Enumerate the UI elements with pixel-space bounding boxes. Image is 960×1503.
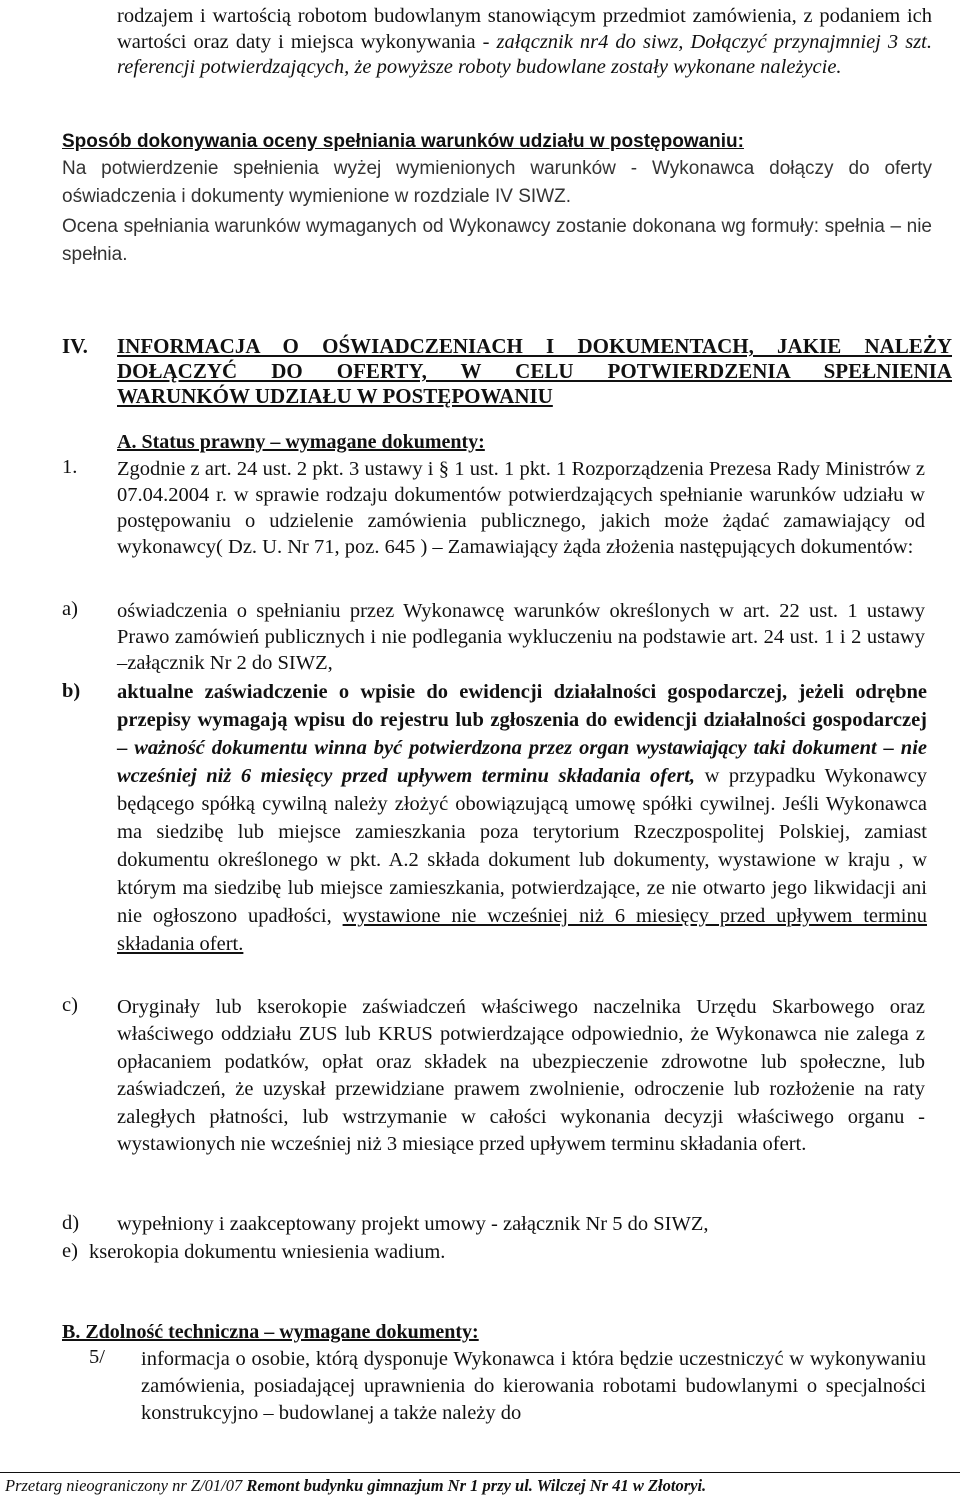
- section-number: IV.: [62, 334, 88, 358]
- item-b-bold: aktualne zaświadczenie o wpisie do ewidencji działalności gospodarczej, jeżeli odrębne przepisy wymagają wpisu do rejestru lub zgłoszenia do ewidencji działalności gospodarczej –: [117, 681, 927, 759]
- item-5-text: informacja o osobie, którą dysponuje Wykonawca i która będzie uczestniczyć w wykonywaniu zamówienia, posiadającej uprawnienia do kierowania robotami budowlanymi o specjalności konstrukcyjno – budowlanej a także należy do: [141, 1348, 926, 1424]
- item-c-text: Oryginały lub kserokopie zaświadczeń właściwego naczelnika Urzędu Skarbowego oraz właściwego oddziału ZUS lub KRUS potwierdzające odpowiednio, że Wykonawca nie zalega z opłacaniem podatków, opłat oraz składek na ubezpieczenie zdrowotne lub społeczne, lub zaświadczeń, że uzyskał przewidziane prawem zwolnienie, odroczenie lub rozłożenie na raty zaległych płatności, lub wstrzymanie w całości wykonania decyzji właściwego organu - wystawionych nie wcześniej niż 3 miesiące przed upływem terminu składania ofert.: [117, 996, 925, 1156]
- footer-divider: [0, 1472, 960, 1473]
- footer-italic: Przetarg nieograniczony nr Z/01/07: [5, 1476, 247, 1495]
- subsection-b-heading: B. Zdolność techniczna – wymagane dokumenty:: [62, 1321, 479, 1343]
- item-b-underline: wystawione nie wcześniej niż 6 miesięcy przed upływem terminu składania ofert.: [117, 905, 927, 955]
- subsection-a-heading: A. Status prawny – wymagane dokumenty:: [117, 431, 485, 453]
- item-b-marker: b): [62, 680, 81, 702]
- item-e-marker: e): [62, 1240, 78, 1262]
- intro-text: rodzajem i wartością robotom budowlanym stanowiącym przedmiot zamówienia, z podaniem ich wartości oraz daty i miejsca wykonywania -: [117, 5, 932, 53]
- item-d-text: wypełniony i zaakceptowany projekt umowy - załącznik Nr 5 do SIWZ,: [117, 1213, 709, 1235]
- item-b-normal: w przypadku Wykonawcy będącego spółką cywilną należy złożyć obowiązującą umowę spółki cywilnej. Jeśli Wykonawca ma siedzibę lub miejsce zamieszkania poza terytorium Rzeczpospolitej Polskiej, zamiast dokumentu określonego w pkt. A.2 składa dokument lub dokumenty, wystawione w kraju , w którym ma siedzibę lub miejsce zamieszkania, potwierdzające, ze nie otwarto jego likwidacji ani nie ogłoszono upadłości,: [117, 765, 927, 927]
- item-5-marker: 5/: [89, 1346, 105, 1368]
- section-title: [117, 334, 952, 409]
- item-a-marker: a): [62, 598, 78, 620]
- footer-bold-italic: Remont budynku gimnazjum Nr 1 przy ul. Wilczej Nr 41 w Złotoryi.: [246, 1476, 707, 1495]
- intro-italic-text: załącznik nr4 do siwz, Dołączyć przynajmniej 3 szt. referencji potwierdzających, że powyższe roboty budowlane zostały wykonane należycie.: [117, 30, 932, 79]
- item-c-marker: c): [62, 994, 78, 1016]
- section-title-line-3: WARUNKÓW UDZIAŁU W POSTĘPOWANIU: [117, 384, 553, 408]
- item-b-bold-italic: ważność dokumentu winna być potwierdzona przez organ wystawiający taki dokument – nie wcześniej niż 6 miesięcy przed upływem terminu składania ofert,: [117, 737, 928, 787]
- item-b-text: [117, 678, 927, 958]
- method-paragraph-2: Ocena spełniania warunków wymaganych od Wykonawcy zostanie dokonana wg formuły: spełnia – nie spełnia.: [62, 216, 932, 265]
- intro-paragraph: [117, 4, 932, 81]
- section-title-line-1: INFORMACJA O OŚWIADCZENIACH I DOKUMENTACH, JAKIE NALEŻY: [117, 334, 952, 358]
- item-1-marker: 1.: [62, 456, 78, 478]
- item-d-marker: d): [62, 1212, 80, 1234]
- item-1-text: Zgodnie z art. 24 ust. 2 pkt. 3 ustawy i § 1 ust. 1 pkt. 1 Rozporządzenia Prezesa Rady Ministrów z 07.04.2004 r. w sprawie rodzaju dokumentów potwierdzających spełnianie warunków udziału w postępowaniu o udzielenie zamówienia publicznego, jakich może żądać zamawiający od wykonawcy( Dz. U. Nr 71, poz. 645 ) – Zamawiający żąda złożenia następujących dokumentów:: [117, 458, 925, 558]
- section-title-line-2: DOŁĄCZYĆ DO OFERTY, W CELU POTWIERDZENIA SPEŁNIENIA: [117, 359, 952, 383]
- item-a-text: oświadczenia o spełnianiu przez Wykonawcę warunków określonych w art. 22 ust. 1 ustawy Prawo zamówień publicznych i nie podlegania wykluczeniu na podstawie art. 24 ust. 1 i 2 ustawy –załącznik Nr 2 do SIWZ,: [117, 600, 925, 674]
- method-heading: Sposób dokonywania oceny spełniania warunków udziału w postępowaniu:: [62, 131, 744, 152]
- page-footer: [5, 1476, 706, 1496]
- method-paragraph-1: Na potwierdzenie spełnienia wyżej wymienionych warunków - Wykonawca dołączy do oferty oświadczenia i dokumenty wymienione w rozdziale IV SIWZ.: [62, 158, 932, 207]
- item-e-text: kserokopia dokumentu wniesienia wadium.: [89, 1241, 446, 1263]
